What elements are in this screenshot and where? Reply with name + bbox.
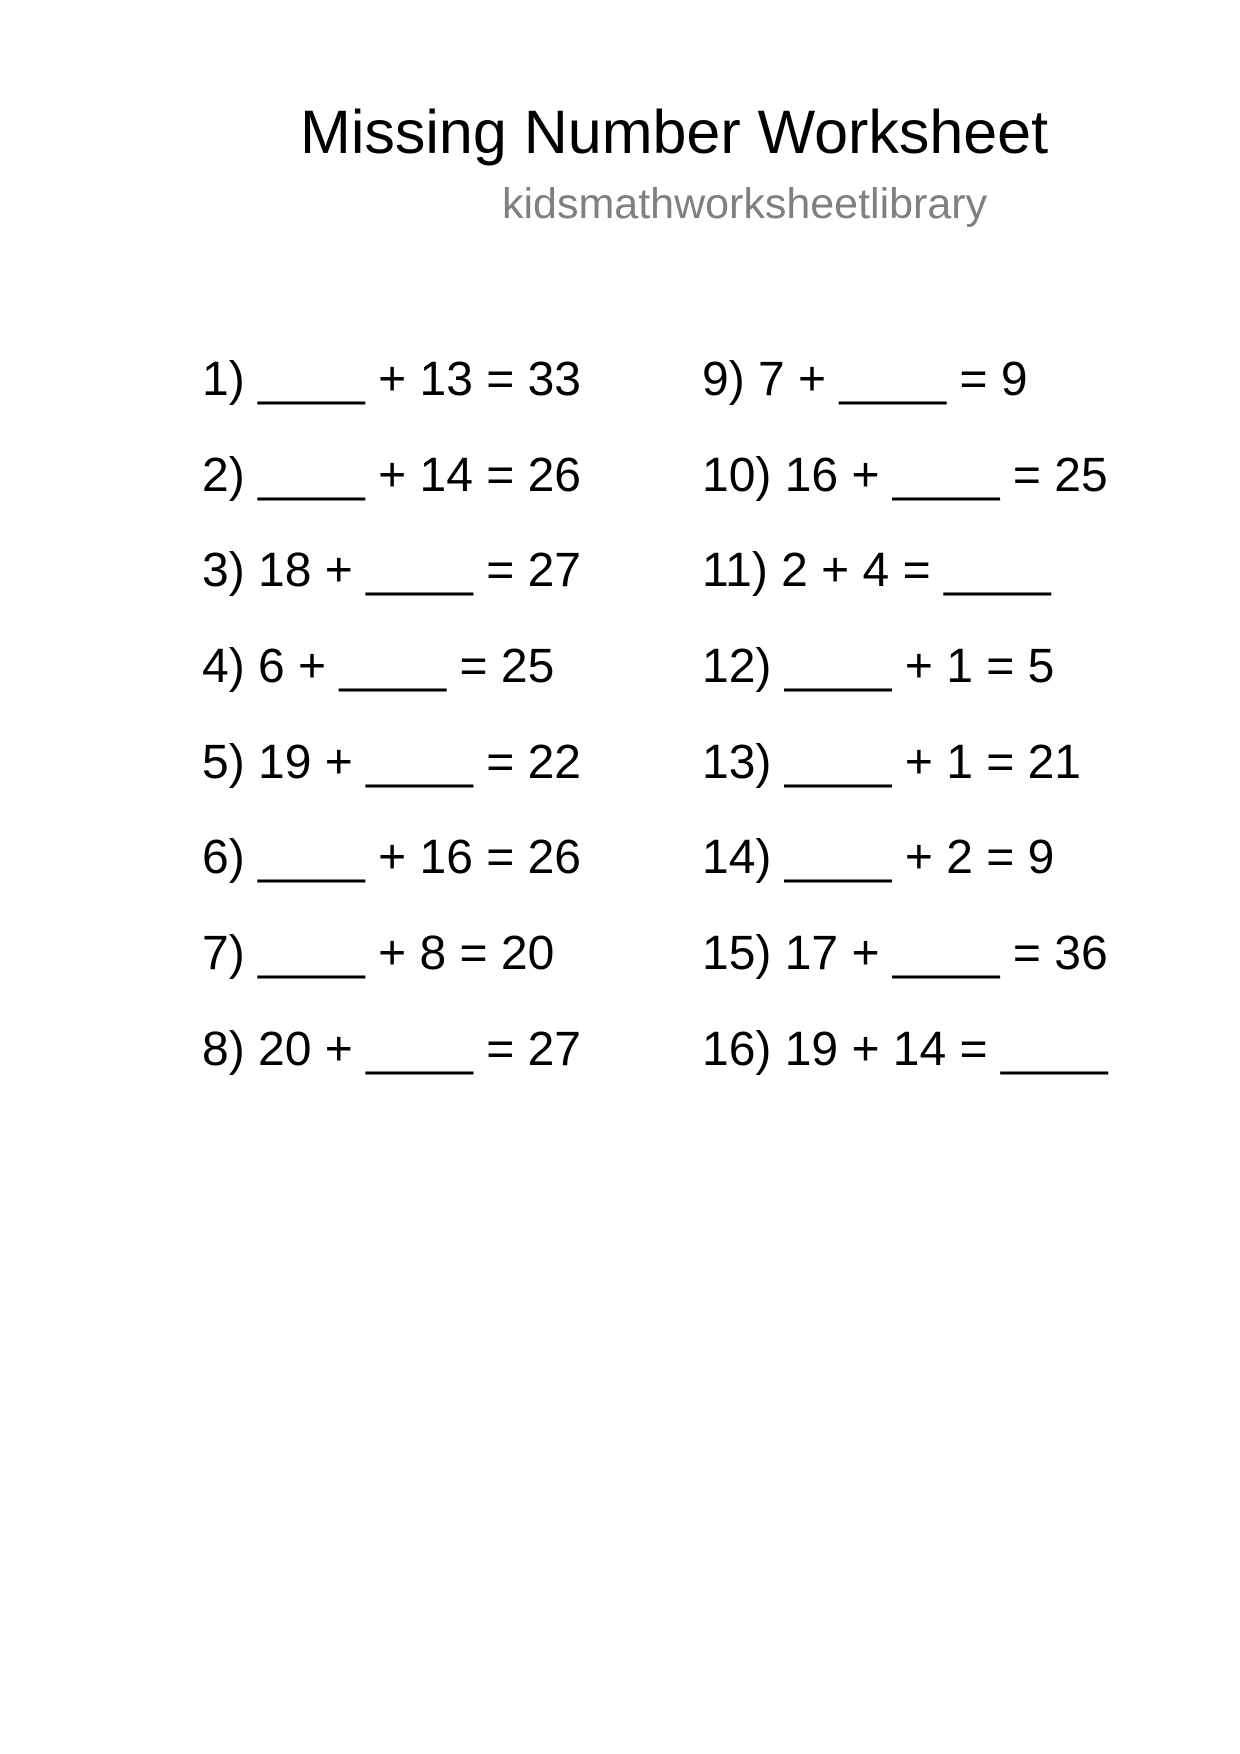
problem-14: 14) ____ + 2 = 9: [702, 831, 1055, 884]
problem-7: 7) ____ + 8 = 20: [202, 927, 555, 980]
problem-12: 12) ____ + 1 = 5: [702, 640, 1055, 693]
problem-5: 5) 19 + ____ = 22: [202, 736, 581, 789]
problem-1: 1) ____ + 13 = 33: [202, 353, 581, 406]
problem-11: 11) 2 + 4 = ____: [702, 544, 1051, 597]
problem-10: 10) 16 + ____ = 25: [702, 449, 1108, 502]
problem-13: 13) ____ + 1 = 21: [702, 736, 1081, 789]
problem-16: 16) 19 + 14 = ____: [702, 1023, 1108, 1076]
problem-15: 15) 17 + ____ = 36: [702, 927, 1108, 980]
problem-8: 8) 20 + ____ = 27: [202, 1023, 581, 1076]
problem-6: 6) ____ + 16 = 26: [202, 831, 581, 884]
problem-9: 9) 7 + ____ = 9: [702, 353, 1028, 406]
problem-3: 3) 18 + ____ = 27: [202, 544, 581, 597]
worksheet-source-label: kidsmathworksheetlibrary: [502, 180, 988, 228]
problem-4: 4) 6 + ____ = 25: [202, 640, 555, 693]
worksheet-title: Missing Number Worksheet: [300, 98, 1049, 166]
problem-2: 2) ____ + 14 = 26: [202, 449, 581, 502]
